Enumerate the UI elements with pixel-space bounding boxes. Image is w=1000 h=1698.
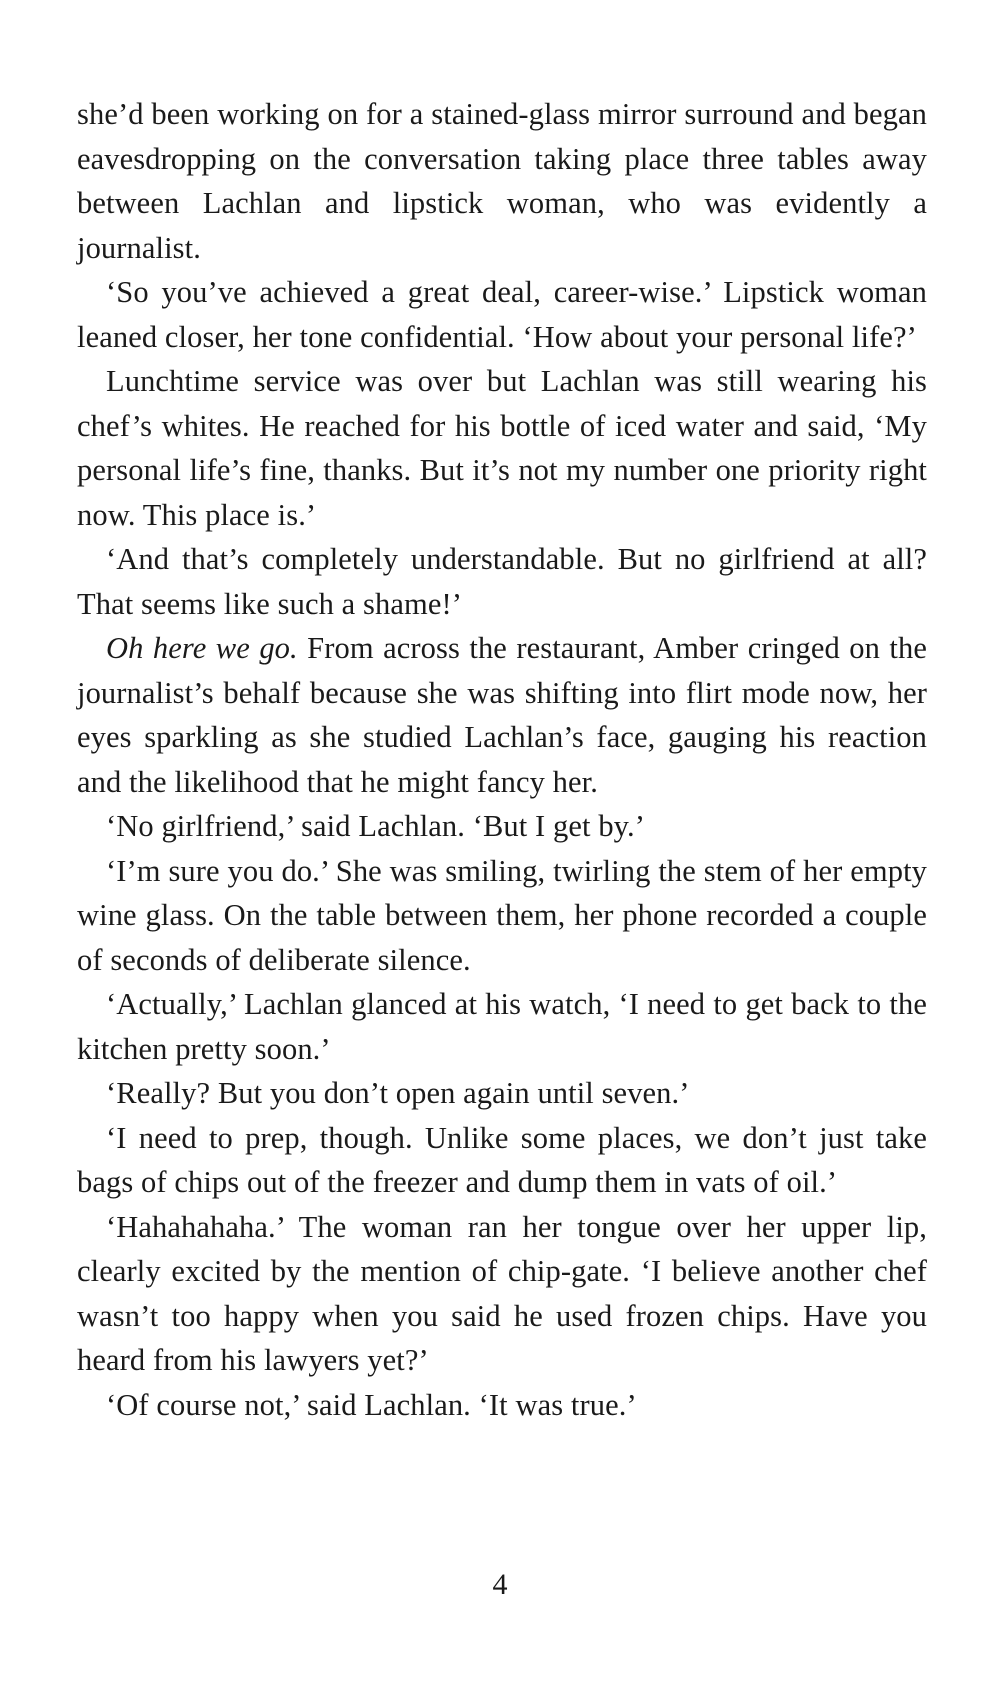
paragraph: ‘And that’s completely understandable. But no girlfriend at all? That seems like such a shame!’ [77,542,927,621]
paragraph: ‘Of course not,’ said Lachlan. ‘It was true.’ [106,1387,637,1422]
paragraph: ‘I’m sure you do.’ She was smiling, twirling the stem of her empty wine glass. On the table between them, her phone recorded a couple of seconds of deliberate silence. [77,853,927,977]
paragraph: ‘No girlfriend,’ said Lachlan. ‘But I get by.’ [106,809,646,843]
paragraph: Oh here we go. From across the restaurant, Amber cringed on the journalist’s behalf because she was shifting into flirt mode now, her eyes sparkling as she studied Lachlan’s face, gauging his reaction and the likelihood that he might fancy her. [77,631,927,799]
paragraph: ‘Really? But you don’t open again until seven.’ [106,1076,690,1110]
paragraph: ‘Actually,’ Lachlan glanced at his watch, ‘I need to get back to the kitchen pretty soon.’ [77,987,927,1066]
italic-thought: Oh here we go. [106,631,298,665]
paragraph: Lunchtime service was over but Lachlan was still wearing his chef’s whites. He reached for his bottle of iced water and said, ‘My personal life’s fine, thanks. But it’s not my number one priority right now. This place is.’ [77,364,927,532]
page-number: 4 [492,1568,508,1601]
paragraph: she’d been working on for a stained-glass mirror surround and began eavesdropping on the conversation taking place three tables away between Lachlan and lipstick woman, who was evidently a journalist. [77,97,927,265]
body-text [77,92,927,1427]
paragraph: ‘So you’ve achieved a great deal, career-wise.’ Lipstick woman leaned closer, her tone confidential. ‘How about your personal life?’ [77,275,927,354]
paragraph: ‘Hahahahaha.’ The woman ran her tongue over her upper lip, clearly excited by the mention of chip-gate. ‘I believe another chef wasn’t too happy when you said he used frozen chips. Have you heard from his lawyers yet?’ [77,1209,927,1377]
paragraph: ‘I need to prep, though. Unlike some places, we don’t just take bags of chips out of the freezer and dump them in vats of oil.’ [77,1120,927,1199]
